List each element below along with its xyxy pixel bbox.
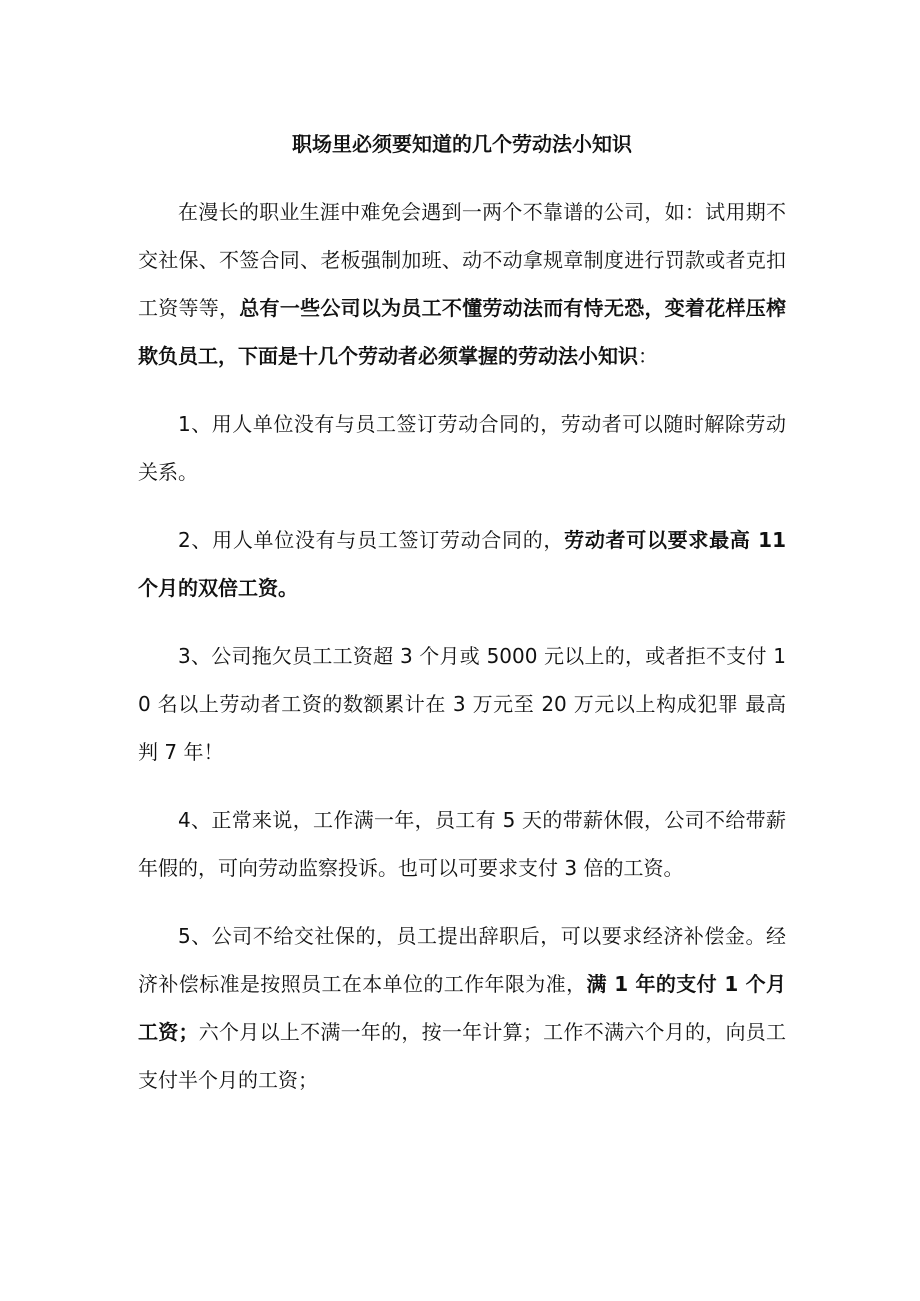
item-3-paragraph — [138, 632, 786, 776]
item-1-text: 1、用人单位没有与员工签订劳动合同的，劳动者可以随时解除劳动关系。 — [138, 412, 786, 484]
intro-text: 在漫长的职业生涯中难免会遇到一两个不靠谱的公司，如：试用期不交社保、不签合同、老板强制加班、动不动拿规章制度进行罚款或者克扣工资等等， — [138, 200, 786, 320]
intro-bold-text: 总有一些公司以为员工不懂劳动法而有恃无恐，变着花样压榨欺负员工，下面是十几个劳动者必须掌握的劳动法小知识 — [138, 296, 787, 368]
item-2-text: 2、用人单位没有与员工签订劳动合同的， — [178, 528, 565, 552]
item-4-paragraph — [138, 796, 786, 892]
item-4-text: 4、正常来说，工作满一年，员工有 5 天的带薪休假，公司不给带薪年假的，可向劳动监察投诉。也可以可要求支付 3 倍的工资。 — [138, 808, 786, 880]
item-1-paragraph — [138, 400, 786, 496]
item-5-bold-text: 满 1 年的支付 1 个月工资； — [138, 972, 786, 1044]
document-page — [138, 128, 786, 1124]
intro-paragraph — [138, 188, 786, 380]
intro-colon: ： — [638, 344, 658, 368]
item-5-text-end: 六个月以上不满一年的，按一年计算；工作不满六个月的，向员工支付半个月的工资； — [138, 1020, 787, 1092]
item-2-paragraph — [138, 516, 786, 612]
item-5-text: 5、公司不给交社保的，员工提出辞职后，可以要求经济补偿金。经济补偿标准是按照员工在本单位的工作年限为准， — [138, 924, 786, 996]
item-5-paragraph — [138, 912, 786, 1104]
item-2-bold-text: 劳动者可以要求最高 11 个月的双倍工资。 — [138, 528, 786, 600]
page-title: 职场里必须要知道的几个劳动法小知识 — [292, 132, 632, 156]
item-3-text: 3、公司拖欠员工工资超 3 个月或 5000 元以上的，或者拒不支付 10 名以上劳动者工资的数额累计在 3 万元至 20 万元以上构成犯罪 最高判 7 年！ — [138, 644, 786, 764]
